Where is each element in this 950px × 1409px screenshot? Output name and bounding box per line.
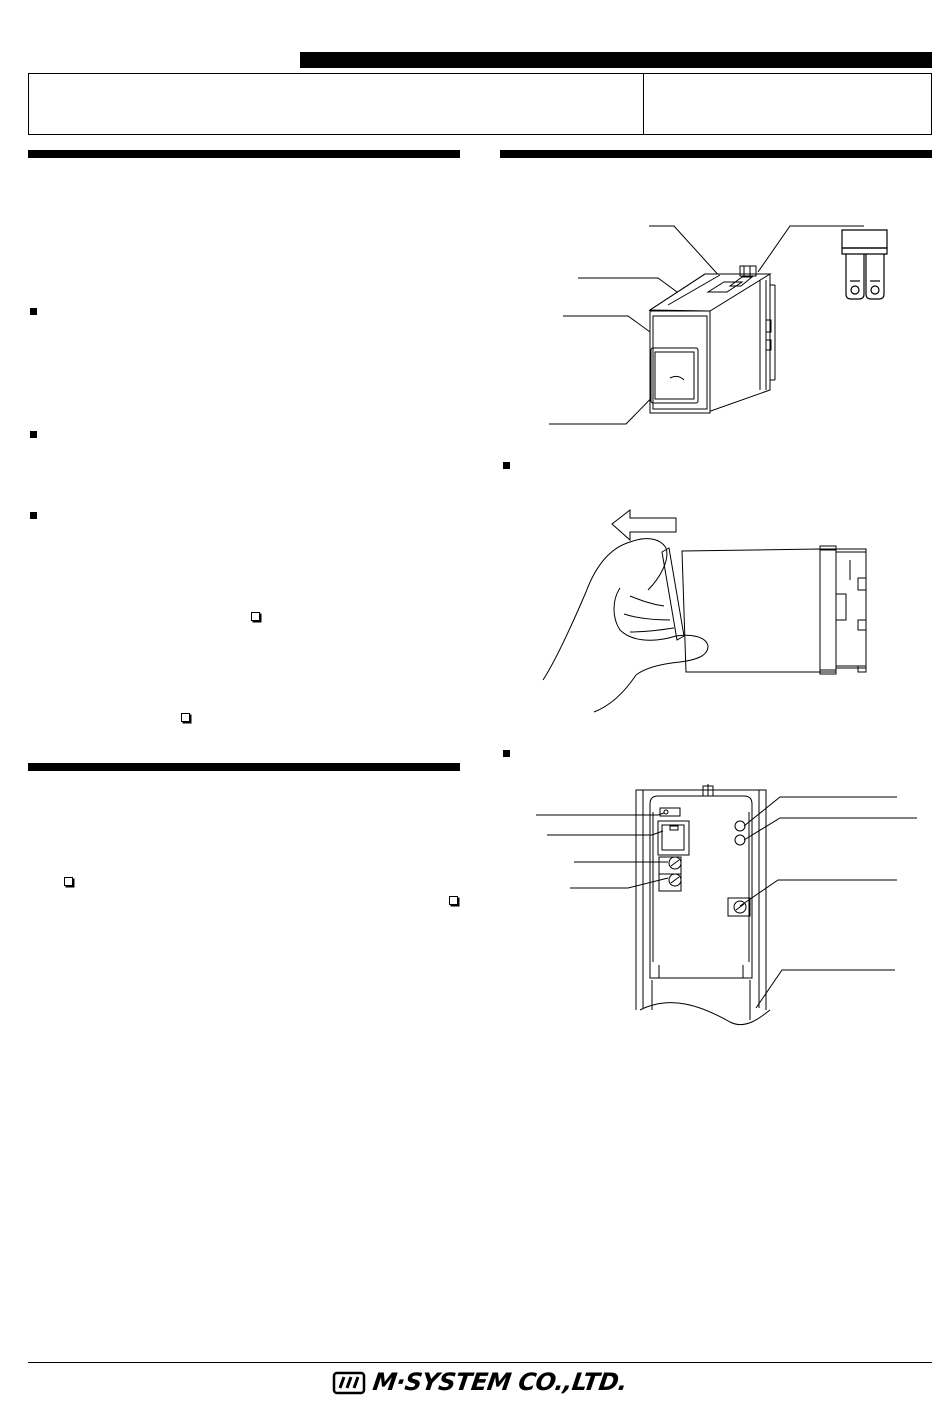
checkbox-icon[interactable] [449, 896, 458, 905]
hand-removing-front-cover-figure [540, 505, 880, 720]
left-section-rule-2 [28, 763, 460, 771]
company-logo [333, 1368, 629, 1398]
right-section-rule-1 [500, 150, 932, 158]
checkbox-icon[interactable] [251, 612, 260, 621]
top-header-bar [300, 52, 932, 68]
square-bullet-icon [503, 750, 510, 757]
checkbox-icon[interactable] [181, 713, 190, 722]
inside-front-panel-figure [535, 780, 925, 1020]
left-section-rule-1 [28, 150, 460, 158]
module-front-view-figure [545, 220, 795, 430]
checkbox-icon[interactable] [64, 877, 73, 886]
square-bullet-icon [503, 462, 510, 469]
two-terminal-connector-figure [838, 225, 893, 310]
company-name: M·SYSTEM CO.,LTD. [371, 1368, 629, 1396]
m-system-logo-mark-icon [333, 1370, 367, 1396]
title-box-divider [643, 73, 644, 135]
footer-rule [28, 1362, 932, 1363]
arrow-left-icon [612, 510, 676, 540]
square-bullet-icon [30, 431, 37, 438]
square-bullet-icon [30, 512, 37, 519]
title-box [28, 73, 932, 135]
square-bullet-icon [30, 308, 37, 315]
